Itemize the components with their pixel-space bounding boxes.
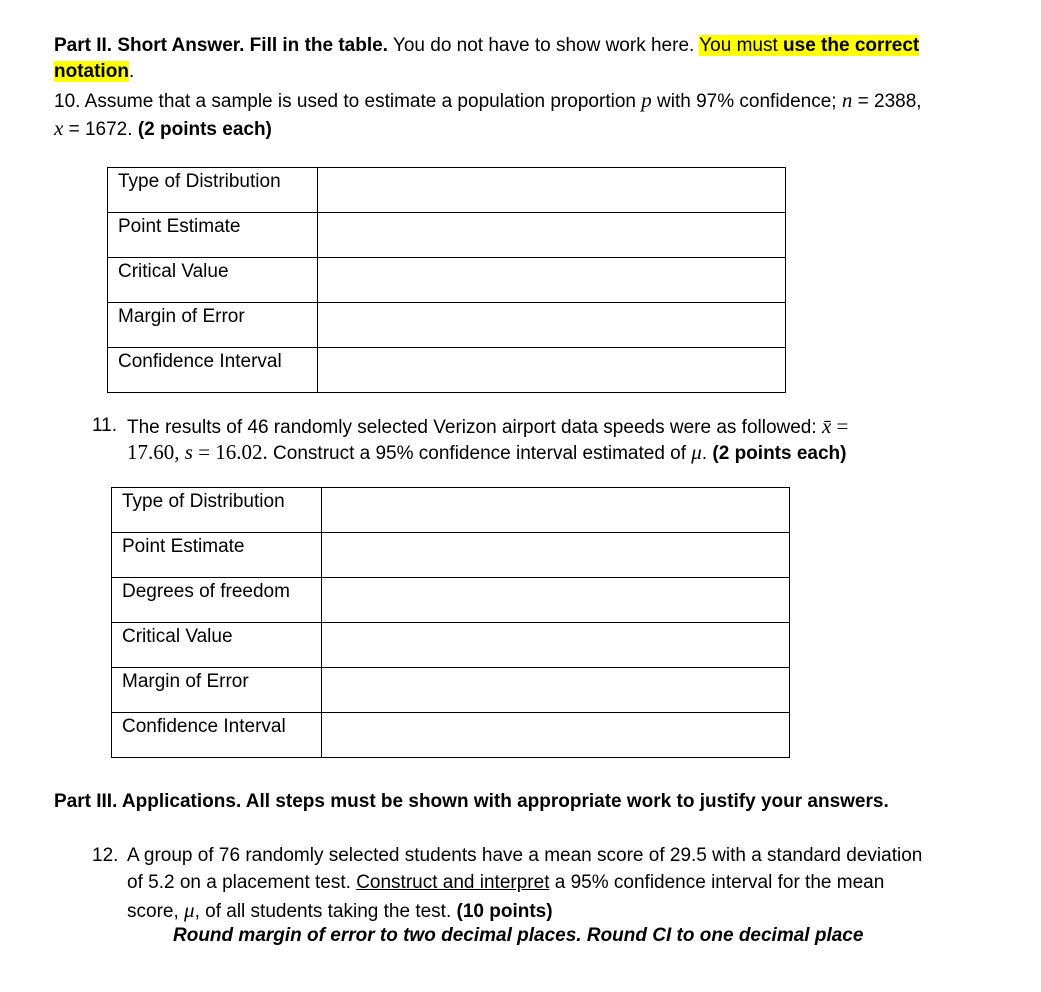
answer-cell[interactable] [318, 348, 786, 393]
q12-line1: A group of 76 randomly selected students have a mean score of 29.5 with a standard deviation [127, 845, 923, 866]
part2-instructions: You do not have to show work here. [387, 35, 700, 56]
table-row [108, 213, 786, 258]
q11-points: (2 points each) [712, 443, 847, 464]
row-label: Margin of Error [112, 668, 322, 713]
row-label: Type of Distribution [108, 168, 318, 213]
table-row [108, 258, 786, 303]
answer-cell[interactable] [322, 623, 790, 668]
row-label: Critical Value [108, 258, 318, 303]
row-label: Point Estimate [108, 213, 318, 258]
part2-notation: notation [54, 61, 129, 82]
part2-heading [54, 33, 919, 59]
part2-heading-line2: notation. [54, 61, 135, 82]
answer-cell[interactable] [318, 303, 786, 348]
answer-cell[interactable] [322, 668, 790, 713]
answer-cell[interactable] [318, 258, 786, 303]
table-row [108, 348, 786, 393]
q12-line2: of 5.2 on a placement test. Construct and interpret a 95% confidence interval for the mean [127, 872, 885, 893]
row-label: Confidence Interval [112, 713, 322, 758]
row-label: Degrees of freedom [112, 578, 322, 623]
table-row [108, 303, 786, 348]
row-label: Critical Value [112, 623, 322, 668]
table-row [112, 488, 790, 533]
q11-text: The results of 46 randomly selected Verizon airport data speeds were as followed: x̄ = [127, 414, 849, 438]
q12-rounding-instruction: Round margin of error to two decimal places. Round CI to one decimal place [173, 925, 864, 946]
q10-answer-table [107, 167, 786, 393]
q12-points: (10 points) [456, 901, 553, 922]
answer-cell[interactable] [322, 488, 790, 533]
q10-text-line2: x = 1672. (2 points each) [54, 116, 272, 140]
q10-text: 10. Assume that a sample is used to estimate a population proportion p with 97% confidence; n = 2388, [54, 88, 922, 112]
part2-highlight: You must use the correct [699, 35, 920, 56]
q10-points: (2 points each) [137, 119, 272, 140]
part2-title: Part II. Short Answer. Fill in the table. [54, 35, 388, 56]
table-row [112, 533, 790, 578]
q11-text-line2: 17.60, s = 16.02. Construct a 95% confidence interval estimated of μ. (2 points each) [127, 440, 847, 464]
answer-cell[interactable] [318, 168, 786, 213]
row-label: Margin of Error [108, 303, 318, 348]
row-label: Confidence Interval [108, 348, 318, 393]
q11-answer-table [111, 487, 790, 758]
table-row [112, 623, 790, 668]
q12-number: 12. [92, 845, 119, 866]
table-row [108, 168, 786, 213]
row-label: Point Estimate [112, 533, 322, 578]
answer-cell[interactable] [318, 213, 786, 258]
answer-cell[interactable] [322, 578, 790, 623]
answer-cell[interactable] [322, 713, 790, 758]
answer-cell[interactable] [322, 533, 790, 578]
table-row [112, 578, 790, 623]
q12-line3: score, μ, of all students taking the test. (10 points) [127, 898, 553, 922]
table-row [112, 668, 790, 713]
q11-number: 11. [92, 415, 118, 436]
row-label: Type of Distribution [112, 488, 322, 533]
table-row [112, 713, 790, 758]
part3-title: Part III. Applications. All steps must be shown with appropriate work to justify your answers. [54, 791, 889, 812]
